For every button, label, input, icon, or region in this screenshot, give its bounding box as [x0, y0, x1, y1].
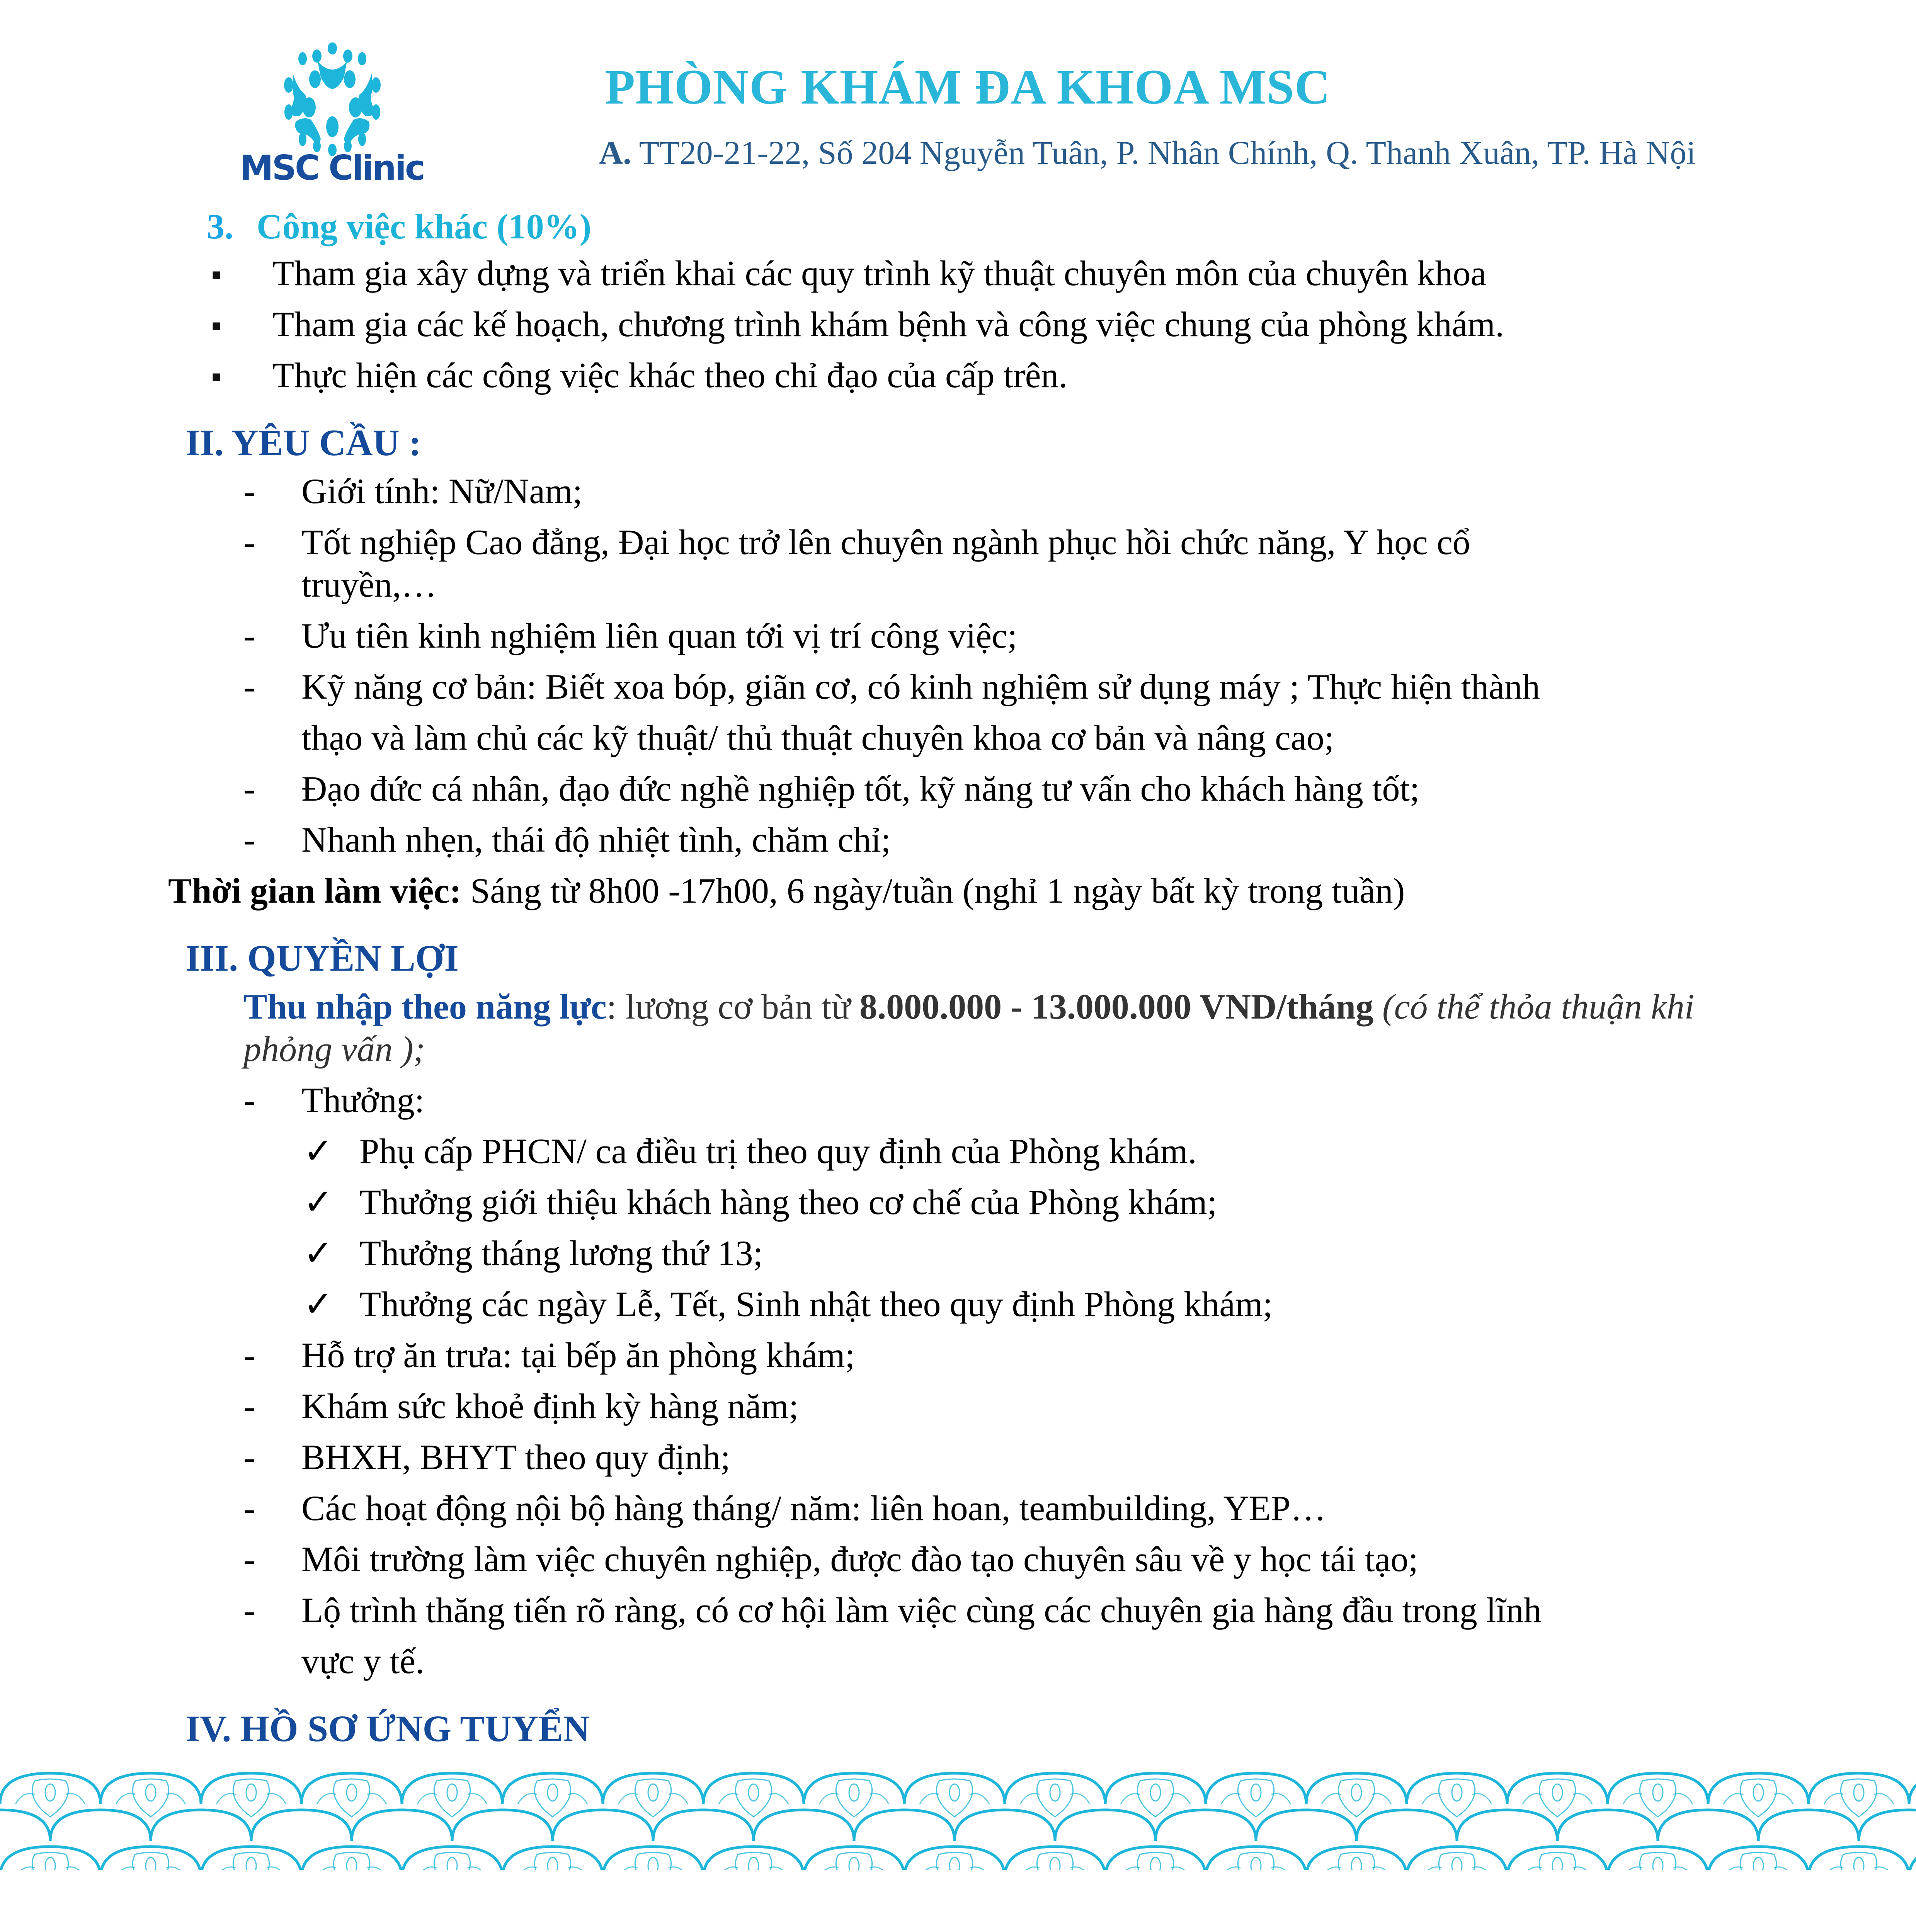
benefit-item	[243, 1334, 1916, 1385]
bonus-text: Thưởng tháng lương thứ 13;	[359, 1233, 763, 1273]
check-icon: ✓	[303, 1233, 334, 1273]
income-paragraph	[243, 985, 1789, 1070]
check-icon: ✓	[303, 1131, 334, 1171]
bonus-text: Thưởng các ngày Lễ, Tết, Sinh nhật theo quy định Phòng khám;	[359, 1284, 1273, 1324]
dash-bullet-icon: -	[243, 522, 255, 562]
requirement-item	[243, 665, 1916, 716]
dash-bullet-icon: -	[243, 1437, 255, 1477]
footer-pattern-fill	[0, 1767, 1916, 1870]
dash-bullet-icon: -	[243, 1386, 255, 1426]
benefit-continuation	[243, 1640, 1916, 1691]
dash-bullet-icon: -	[243, 769, 255, 808]
requirement-text-continued: truyền,…	[301, 565, 437, 604]
requirement-text: Tốt nghiệp Cao đẳng, Đại học trở lên chuyên ngành phục hồi chức năng, Y học cổ	[301, 522, 1470, 562]
benefit-item	[243, 1385, 1916, 1436]
requirement-continuation	[243, 716, 1916, 767]
benefit-text: Hỗ trợ ăn trưa: tại bếp ăn phòng khám;	[301, 1335, 855, 1375]
list-item	[212, 252, 1916, 303]
income-note: (có thể thỏa thuận khi phỏng vấn );	[243, 987, 1695, 1069]
address-text: TT20-21-22, Số 204 Nguyễn Tuân, P. Nhân Chính, Q. Thanh Xuân, TP. Hà Nội	[639, 134, 1696, 171]
requirement-text: Giới tính: Nữ/Nam;	[301, 471, 583, 511]
subsection-title: Công việc khác (10%)	[257, 207, 592, 246]
bonus-item	[303, 1181, 1916, 1232]
income-text: : lương cơ bản từ	[606, 987, 860, 1026]
bonus-text: Thưởng giới thiệu khách hàng theo cơ chế của Phòng khám;	[359, 1182, 1217, 1222]
check-icon: ✓	[303, 1284, 334, 1324]
requirement-text: Ưu tiên kinh nghiệm liên quan tới vị trí công việc;	[301, 616, 1018, 655]
requirement-item	[243, 521, 1916, 563]
document-header	[0, 0, 1916, 185]
list-item-text: Tham gia các kế hoạch, chương trình khám bệnh và công việc chung của phòng khám.	[272, 304, 1504, 344]
dash-bullet-icon: -	[243, 1335, 255, 1375]
footer-scallop-pattern	[0, 1767, 1916, 1876]
square-bullet-icon: ■	[212, 266, 221, 283]
benefit-text: Môi trường làm việc chuyên nghiệp, được đào tạo chuyên sâu về y học tái tạo;	[301, 1539, 1418, 1579]
section-heading-application: IV. HỒ SƠ ỨNG TUYỂN	[185, 1708, 590, 1749]
list-item-text: Tham gia xây dựng và triển khai các quy trình kỹ thuật chuyên môn của chuyên khoa	[272, 253, 1487, 293]
logo-dots-icon	[284, 43, 381, 156]
section-heading-requirements: II. YÊU CẦU :	[185, 422, 421, 463]
list-item-text: Thực hiện các công việc khác theo chỉ đạo của cấp trên.	[272, 355, 1068, 395]
square-bullet-icon: ■	[212, 317, 221, 334]
requirement-text: Kỹ năng cơ bản: Biết xoa bóp, giãn cơ, có kinh nghiệm sử dụng máy ; Thực hiện thành	[301, 667, 1540, 706]
bonus-item	[303, 1283, 1916, 1334]
benefit-text: BHXH, BHYT theo quy định;	[301, 1437, 730, 1477]
list-item	[212, 354, 1916, 405]
requirement-item	[243, 818, 1916, 869]
work-hours-label: Thời gian làm việc:	[168, 871, 461, 910]
check-icon: ✓	[303, 1182, 334, 1222]
dash-bullet-icon: -	[243, 1488, 255, 1528]
benefit-text: Các hoạt động nội bộ hàng tháng/ năm: liên hoan, teambuilding, YEP…	[301, 1488, 1326, 1528]
requirement-text: Đạo đức cá nhân, đạo đức nghề nghiệp tốt, kỹ năng tư vấn cho khách hàng tốt;	[301, 769, 1420, 808]
benefit-text: Khám sức khoẻ định kỳ hàng năm;	[301, 1386, 799, 1426]
dash-bullet-icon: -	[243, 616, 255, 655]
income-label: Thu nhập theo năng lực	[243, 987, 607, 1026]
requirement-item	[243, 470, 1916, 521]
bonus-label: Thưởng:	[301, 1080, 425, 1120]
requirement-text: Nhanh nhẹn, thái độ nhiệt tình, chăm chỉ;	[301, 820, 891, 859]
requirement-continuation	[243, 563, 1916, 614]
requirement-item	[243, 614, 1916, 665]
square-bullet-icon: ■	[212, 368, 221, 385]
benefit-text: Lộ trình thăng tiến rõ ràng, có cơ hội làm việc cùng các chuyên gia hàng đầu trong lĩnh	[301, 1590, 1542, 1630]
msc-clinic-logo	[228, 43, 437, 182]
income-amount: 8.000.000 - 13.000.000 VND/tháng	[859, 987, 1373, 1026]
bonus-item	[303, 1130, 1916, 1181]
subsection-number: 3.	[207, 207, 233, 246]
work-hours	[168, 869, 1916, 920]
dash-bullet-icon: -	[243, 1539, 255, 1579]
dash-bullet-icon: -	[243, 471, 255, 511]
work-hours-value: Sáng từ 8h00 -17h00, 6 ngày/tuần (nghỉ 1 ngày bất kỳ trong tuần)	[461, 871, 1405, 910]
benefit-item	[243, 1589, 1916, 1640]
benefit-text-continued: vực y tế.	[301, 1641, 425, 1681]
bonus-heading-item	[243, 1079, 1916, 1130]
bonus-text: Phụ cấp PHCN/ ca điều trị theo quy định của Phòng khám.	[359, 1131, 1197, 1171]
dash-bullet-icon: -	[243, 667, 255, 706]
subsection-heading-other-work	[207, 201, 1916, 252]
benefit-item	[243, 1487, 1916, 1538]
section-heading-benefits: III. QUYỀN LỢI	[185, 937, 459, 979]
clinic-address	[599, 133, 1696, 172]
requirement-text-continued: thạo và làm chủ các kỹ thuật/ thủ thuật chuyên khoa cơ bản và nâng cao;	[301, 718, 1334, 757]
bonus-item	[303, 1232, 1916, 1283]
benefit-item	[243, 1436, 1916, 1487]
benefit-item	[243, 1538, 1916, 1589]
logo-text: MSC Clinic	[240, 148, 425, 182]
dash-bullet-icon: -	[243, 820, 255, 859]
requirement-item	[243, 767, 1916, 818]
clinic-name: PHÒNG KHÁM ĐA KHOA MSC	[605, 60, 1331, 114]
dash-bullet-icon: -	[243, 1590, 255, 1630]
address-label: A.	[599, 134, 631, 171]
list-item	[212, 303, 1916, 354]
dash-bullet-icon: -	[243, 1080, 255, 1120]
